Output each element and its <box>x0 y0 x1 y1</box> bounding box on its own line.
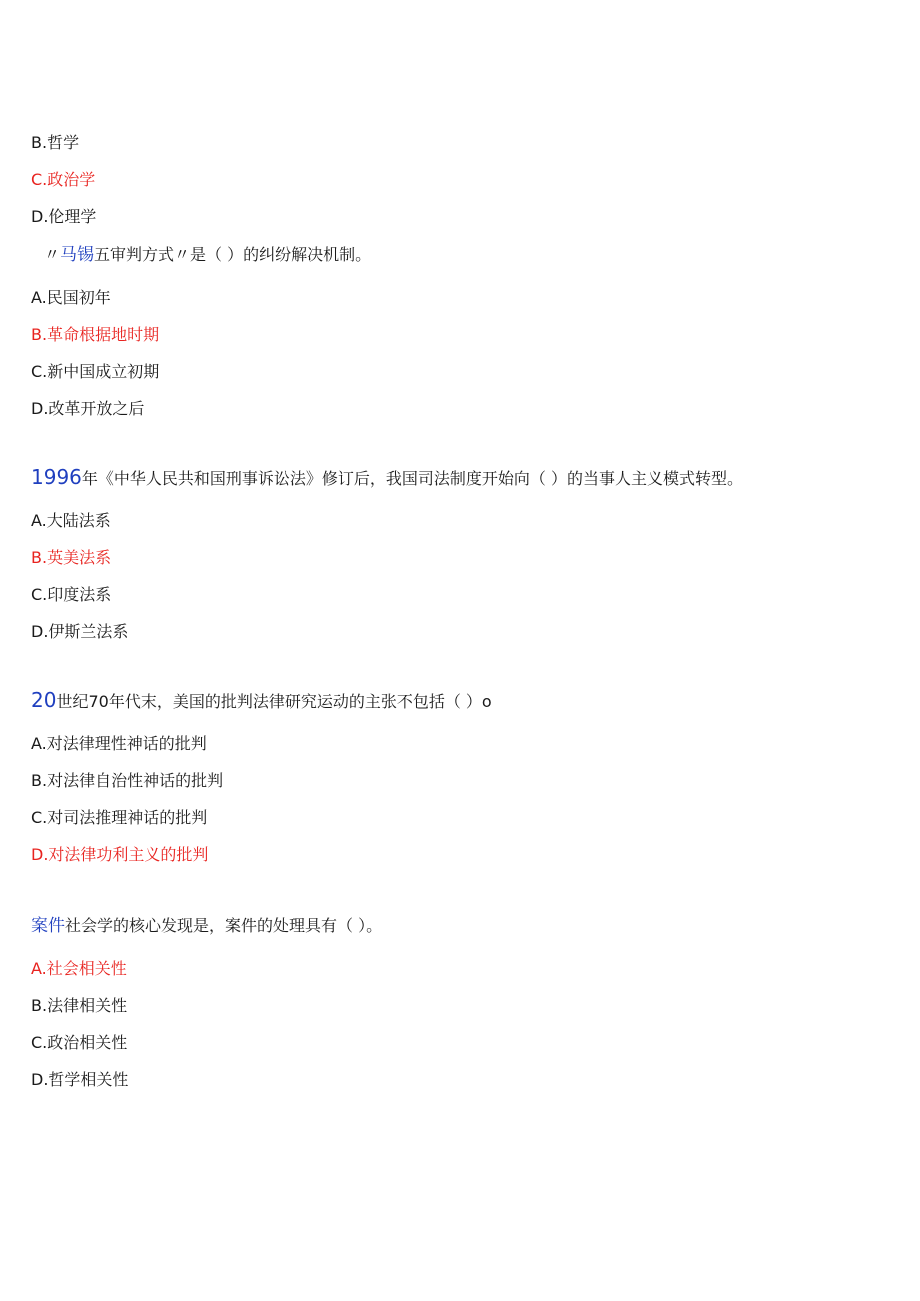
option-d: D.改革开放之后 <box>31 399 145 418</box>
question-3 <box>31 689 492 713</box>
option-b: B.法律相关性 <box>31 996 128 1015</box>
option-b-correct: B.英美法系 <box>31 548 112 567</box>
question-text: 年《中华人民共和国刑事诉讼法》修订后，我国司法制度开始向（ ）的当事人主义模式转型。 <box>81 469 743 488</box>
question-4 <box>31 915 382 937</box>
option-c-correct: C.政治学 <box>31 170 96 189</box>
question-lead: 马锡 <box>60 245 95 265</box>
question-prefix: 〃 <box>44 245 61 264</box>
option-a: A.对法律理性神话的批判 <box>31 734 207 753</box>
option-c: C.政治相关性 <box>31 1033 128 1052</box>
option-a: A.民国初年 <box>31 288 111 307</box>
question-2 <box>31 466 743 490</box>
option-c: C.新中国成立初期 <box>31 362 160 381</box>
question-lead: 1996 <box>31 465 82 489</box>
option-c: C.印度法系 <box>31 585 112 604</box>
question-lead: 20 <box>31 688 57 712</box>
question-1 <box>44 244 371 266</box>
question-text: 世纪70年代末，美国的批判法律研究运动的主张不包括（ ）o <box>56 692 492 711</box>
option-b: B.哲学 <box>31 133 80 152</box>
option-d: D.伊斯兰法系 <box>31 622 129 641</box>
question-text: 五审判方式〃是（ ）的纠纷解决机制。 <box>94 245 372 264</box>
option-b: B.对法律自治性神话的批判 <box>31 771 224 790</box>
option-b-correct: B.革命根据地时期 <box>31 325 160 344</box>
option-d: D.伦理学 <box>31 207 97 226</box>
option-d-correct: D.对法律功利主义的批判 <box>31 845 209 864</box>
option-d: D.哲学相关性 <box>31 1070 129 1089</box>
option-c: C.对司法推理神话的批判 <box>31 808 208 827</box>
option-a-correct: A.社会相关性 <box>31 959 127 978</box>
question-lead: 案件 <box>31 916 65 936</box>
option-a: A.大陆法系 <box>31 511 111 530</box>
question-text: 社会学的核心发现是，案件的处理具有（ ）。 <box>65 916 383 935</box>
